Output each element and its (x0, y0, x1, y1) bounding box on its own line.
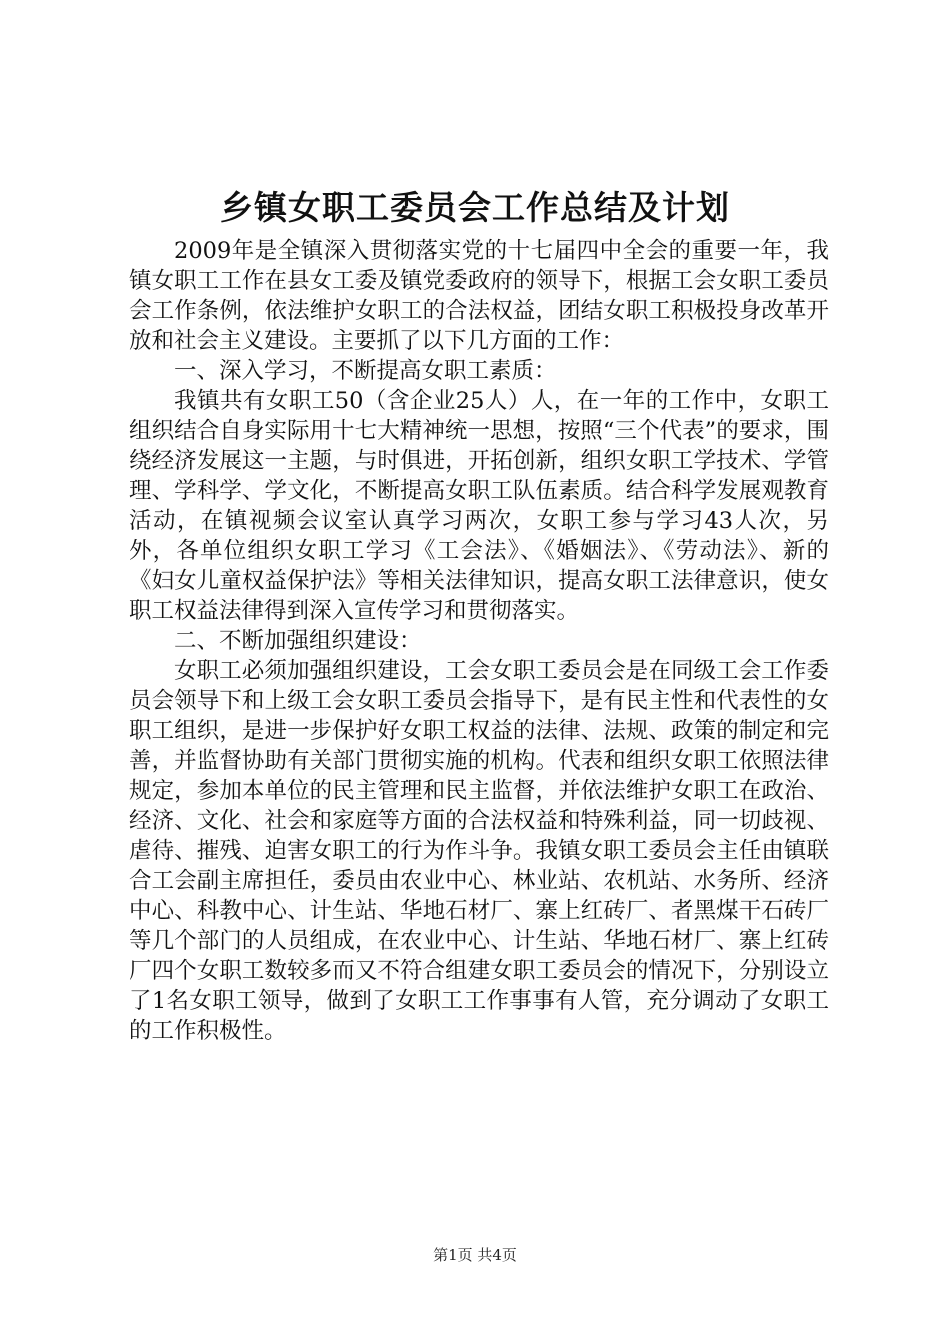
section-heading-2: 二、不断加强组织建设： (174, 628, 422, 654)
intro-paragraph: 2009年是全镇深入贯彻落实党的十七届四中全会的重要一年，我镇女职工工作在县女工委及镇党委政府的领导下，根据工会女职工委员会工作条例，依法维护女职工的合法权益，团结女职工积极投身改革开放和社会主义建设。主要抓了以下几方面的工作： (129, 238, 829, 354)
section-heading-1: 一、深入学习，不断提高女职工素质： (174, 358, 557, 384)
page-footer: 第1页 共4页 (433, 1246, 517, 1264)
section-1-paragraph: 我镇共有女职工50（含企业25人）人，在一年的工作中，女职工组织结合自身实际用十七大精神统一思想，按照“三个代表”的要求，围绕经济发展这一主题，与时俱进，开拓创新，组织女职工学技术、学管理、学科学、学文化，不断提高女职工队伍素质。结合科学发展观教育活动，在镇视频会议室认真学习两次，女职工参与学习43人次，另外，各单位组织女职工学习《工会法》、《婚姻法》、《劳动法》、新的《妇女儿童权益保护法》等相关法律知识，提高女职工法律意识，使女职工权益法律得到深入宣传学习和贯彻落实。 (129, 388, 829, 624)
document-body (129, 236, 829, 1046)
document-title: 乡镇女职工委员会工作总结及计划 (220, 188, 730, 227)
section-2-paragraph: 女职工必须加强组织建设，工会女职工委员会是在同级工会工作委员会领导下和上级工会女职工委员会指导下，是有民主性和代表性的女职工组织，是进一步保护好女职工权益的法律、法规、政策的制定和完善，并监督协助有关部门贯彻实施的机构。代表和组织女职工依照法律规定，参加本单位的民主管理和民主监督，并依法维护女职工在政治、经济、文化、社会和家庭等方面的合法权益和特殊利益，同一切歧视、虐待、摧残、迫害女职工的行为作斗争。我镇女职工委员会主任由镇联合工会副主席担任，委员由农业中心、林业站、农机站、水务所、经济中心、科教中心、计生站、华地石材厂、寨上红砖厂、者黑煤干石砖厂等几个部门的人员组成，在农业中心、计生站、华地石材厂、寨上红砖厂四个女职工数较多而又不符合组建女职工委员会的情况下，分别设立了1名女职工领导，做到了女职工工作事事有人管，充分调动了女职工的工作积极性。 (129, 658, 829, 1044)
